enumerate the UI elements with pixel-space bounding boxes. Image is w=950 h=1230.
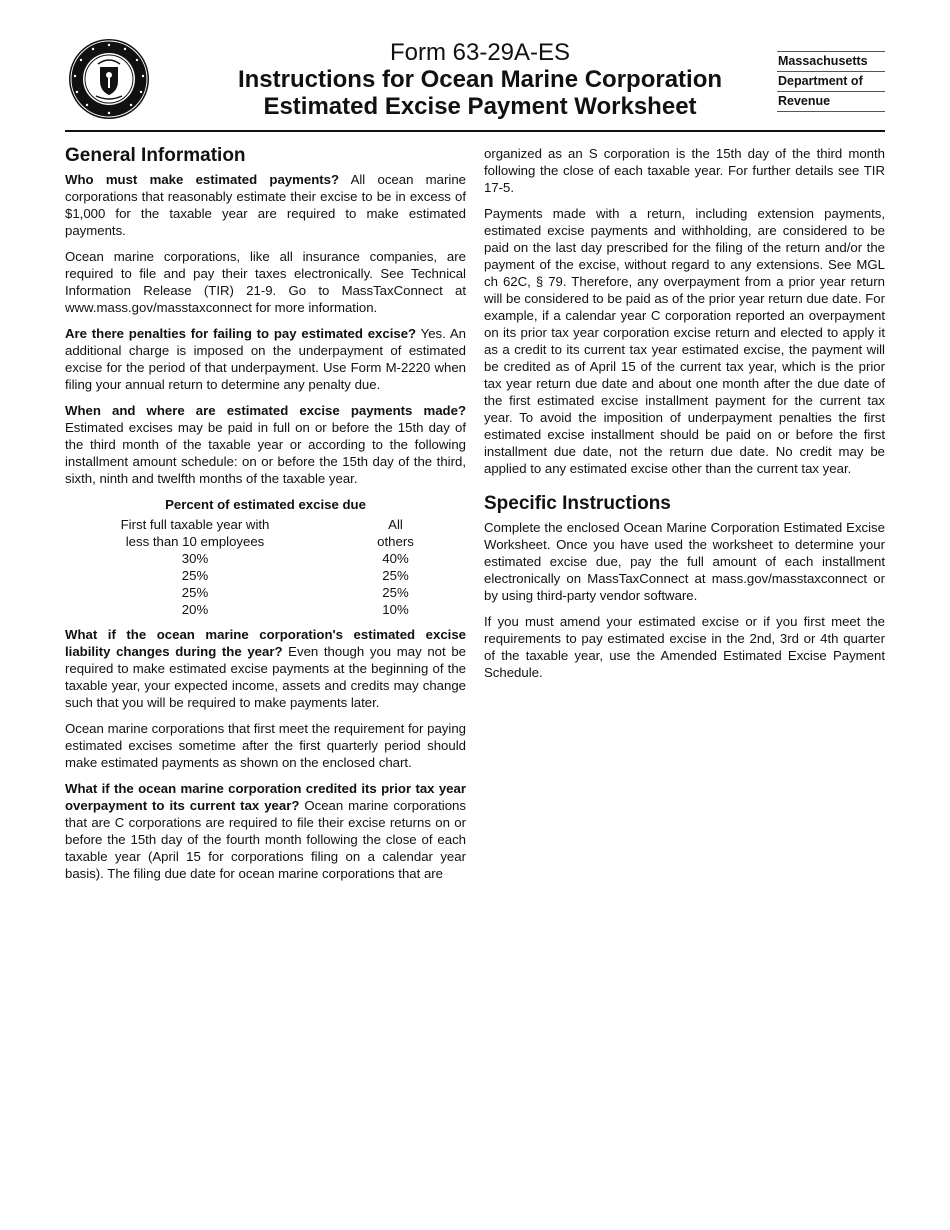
percent-table-title: Percent of estimated excise due: [165, 497, 366, 512]
column-header: others: [377, 534, 414, 549]
table-row: [65, 584, 466, 601]
answer: Yes. An additional charge is imposed on the underpayment of estimated excise for the period of that underpayment. Use Form M-2220 when filing your annual return to determine any penalty due.: [65, 326, 466, 392]
paragraph: [65, 325, 466, 393]
header-divider: [65, 130, 885, 132]
department-block: [777, 51, 885, 112]
table-row: [65, 601, 466, 618]
table-cell: 30%: [181, 551, 209, 566]
paragraph: Payments made with a return, including extension payments, estimated excise payments and withholding, are considered to be paid on the last day prescribed for the filing of the return and/or the payment of the excise, without regard to any extensions. See MGL ch 62C, § 79. Therefore, any overpayment from a prior year return will be considered to be paid as of the prior year return due date. For example, if a calendar year C corporation reported an overpayment on its prior tax year corporation excise return and elected to apply it as a credit to its current tax year estimated excise, the payment will be credited as of April 15 of the current tax year, which is the prior tax year return due date and about one month after the due date of the first estimated excise installment payment for the current tax year. To avoid the imposition of underpayment penalties the first estimated excise installment should be paid on or before the first installment due date, not the return due date. No credit may be applied to any estimated excise other than the current tax year.: [484, 206, 885, 476]
right-column: [484, 145, 885, 690]
question: Are there penalties for failing to pay estimated excise?: [65, 326, 417, 341]
column-header: All: [388, 517, 403, 532]
title-line-2: Estimated Excise Payment Worksheet: [263, 93, 697, 120]
table-cell: 25%: [181, 568, 209, 583]
table-row: [65, 567, 466, 584]
paragraph: Ocean marine corporations, like all insurance companies, are required to file and pay their taxes electronically. See Technical Information Release (TIR) 21-9. Go to MassTaxConnect at www.mass.gov/masstaxconnect for more information.: [65, 249, 466, 315]
table-header-row: [65, 516, 466, 533]
form-number: Form 63-29A-ES: [389, 39, 571, 66]
seal-logo-icon: [63, 38, 155, 120]
question: When and where are estimated excise payments made?: [65, 403, 466, 418]
question: Who must make estimated payments?: [65, 172, 340, 187]
paragraph: [65, 626, 466, 711]
department-line: Department of: [777, 71, 885, 91]
question: What if the ocean marine corporation credited its prior tax year overpayment to its current tax year?: [65, 781, 466, 813]
answer: All ocean marine corporations that reasonably estimate their excise to be in excess of $1,000 for the taxable year are required to make estimated payments.: [65, 172, 466, 238]
table-header-row: [65, 533, 466, 550]
answer: Even though you may not be required to make estimated excise payments at the beginning of the taxable year, your expected income, assets and credits may change such that you will be required to make payments later.: [65, 644, 466, 710]
table-cell: 40%: [382, 551, 409, 566]
paragraph: If you must amend your estimated excise or if you first meet the requirements to pay estimated excise in the 2nd, 3rd or 4th quarter of the taxable year, use the Amended Estimated Excise Payment Schedule.: [484, 614, 885, 680]
department-line: Massachusetts: [777, 51, 885, 71]
table-row: [65, 550, 466, 567]
answer: Ocean marine corporations that are C corporations are required to file their excise returns on or before the 15th day of the fourth month following the close of each taxable year (April 15 for corporations filing on a calendar year basis). The filing due date for ocean marine corporations that are: [65, 798, 466, 881]
table-cell: 25%: [382, 585, 409, 600]
table-cell: 10%: [382, 602, 409, 617]
column-header: First full taxable year with: [120, 517, 270, 532]
general-info-heading: General Information: [65, 145, 246, 166]
percent-table: [65, 516, 466, 618]
paragraph: [65, 171, 466, 239]
specific-instructions-heading: Specific Instructions: [484, 493, 671, 514]
form-header: [200, 40, 760, 120]
paragraph-continued: organized as an S corporation is the 15th day of the third month following the close of each taxable year. For further details see TIR 17-5.: [484, 146, 885, 195]
table-cell: 25%: [382, 568, 409, 583]
dor-seal: [63, 38, 155, 120]
left-column: [65, 145, 466, 891]
paragraph: Ocean marine corporations that first meet the requirement for paying estimated excises sometime after the first quarterly period should make estimated payments as shown on the enclosed chart.: [65, 721, 466, 770]
answer: Estimated excises may be paid in full on or before the 15th day of the third month of the taxable year or according to the following installment amount schedule: on or before the 15th day of the third, sixth, ninth and twelfth months of the taxable year.: [65, 420, 466, 486]
title-line-1: Instructions for Ocean Marine Corporation: [237, 66, 723, 93]
department-line: Revenue: [777, 91, 885, 112]
table-cell: 20%: [181, 602, 209, 617]
table-cell: 25%: [181, 585, 209, 600]
question: What if the ocean marine corporation's estimated excise liability changes during the year?: [65, 627, 466, 659]
paragraph: [65, 780, 466, 882]
paragraph: [65, 402, 466, 487]
column-header: less than 10 employees: [125, 534, 265, 549]
paragraph: Complete the enclosed Ocean Marine Corporation Estimated Excise Worksheet. Once you have used the worksheet to determine your estimated excise due, pay the full amount of each installment electronically on MassTaxConnect at mass.gov/masstaxconnect or by using third-party vendor software.: [484, 520, 885, 603]
